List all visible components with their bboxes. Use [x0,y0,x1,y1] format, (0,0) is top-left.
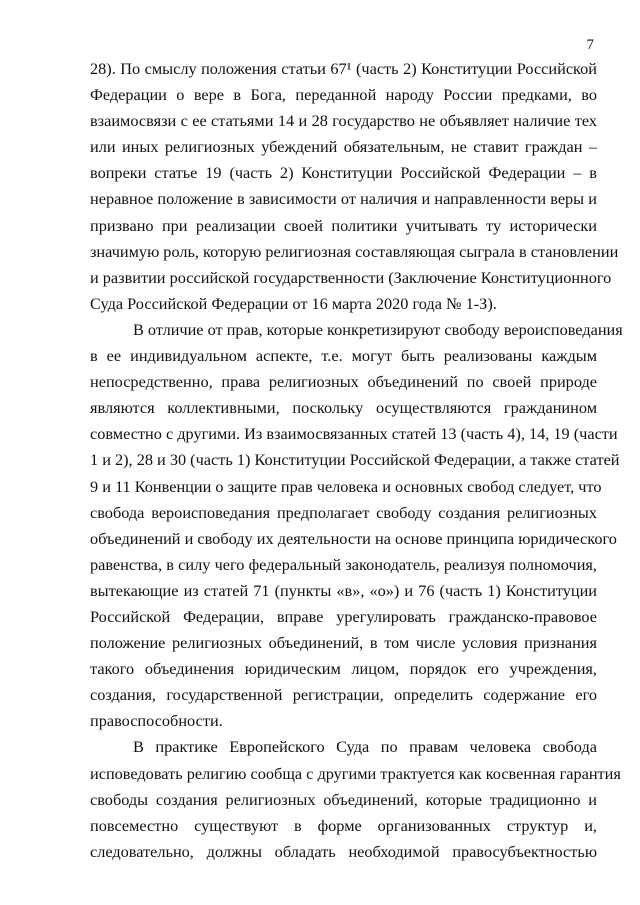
text-line: свобода вероисповедания предполагает свободу создания религиозных [90,502,597,522]
text-line: и развитии российской государственности (Заключение Конституционного [90,267,612,287]
text-line: призвано при реализации своей политики учитывать ту исторически [90,215,597,235]
text-line: значимую роль, которую религиозная составляющая сыграла в становлении [90,241,619,261]
text-line: являются коллективными, поскольку осуществляются гражданином [90,398,597,418]
text-line: непосредственно, права религиозных объединений по своей природе [90,372,597,392]
document-body [90,56,623,865]
text-line: В практике Европейского Суда по правам человека свобода [133,737,597,757]
text-line: равенства, в силу чего федеральный законодатель, реализуя полномочия, [90,554,597,574]
text-line: правоспособности. [90,711,223,731]
text-line: создания, государственной регистрации, определить содержание его [90,685,597,705]
text-line: или иных религиозных убеждений обязательным, не ставит граждан – [90,137,597,157]
text-line: 9 и 11 Конвенции о защите прав человека и основных свобод следует, что [90,476,602,496]
text-line: вопреки статье 19 (часть 2) Конституции Российской Федерации – в [90,163,597,183]
text-line: Суда Российской Федерации от 16 марта 2020 года № 1-З). [90,293,497,313]
text-line: Федерации о вере в Бога, переданной народу России предками, во [90,85,597,105]
text-line: свободы создания религиозных объединений, которые традиционно и [90,789,597,809]
text-line: объединений и свободу их деятельности на основе принципа юридического [90,528,617,548]
paragraph [90,317,623,735]
text-line: вытекающие из статей 71 (пункты «в», «о») и 76 (часть 1) Конституции [90,580,597,600]
text-line: повсеместно существуют в форме организованных структур и, [90,815,597,835]
text-line: 28). По смыслу положения статьи 67¹ (часть 2) Конституции Российской [90,59,597,78]
text-line: положение религиозных объединений, в том числе условия признания [90,633,597,653]
text-line: Российской Федерации, вправе урегулировать гражданско-правовое [90,606,597,626]
paragraph [90,734,621,864]
text-line: такого объединения юридическим лицом, порядок его учреждения, [90,659,597,679]
page-number: 7 [586,37,594,53]
text-line: В отличие от прав, которые конкретизируют свободу вероисповедания [133,319,623,339]
text-line: 1 и 2), 28 и 30 (часть 1) Конституции Российской Федерации, а также статей [90,450,620,470]
text-line: взаимосвязи с ее статьями 14 и 28 государство не объявляет наличие тех [90,111,597,131]
text-line: следовательно, должны обладать необходимой правосубъектностью [90,841,597,861]
text-line: исповедовать религию сообща с другими трактуется как косвенная гарантия [90,763,621,783]
text-line: в ее индивидуальном аспекте, т.е. могут быть реализованы каждым [90,346,597,366]
text-line: совместно с другими. Из взаимосвязанных статей 13 (часть 4), 14, 19 (части [90,424,618,444]
text-line: неравное положение в зависимости от наличия и направленности веры и [90,189,597,209]
paragraph [90,56,619,317]
